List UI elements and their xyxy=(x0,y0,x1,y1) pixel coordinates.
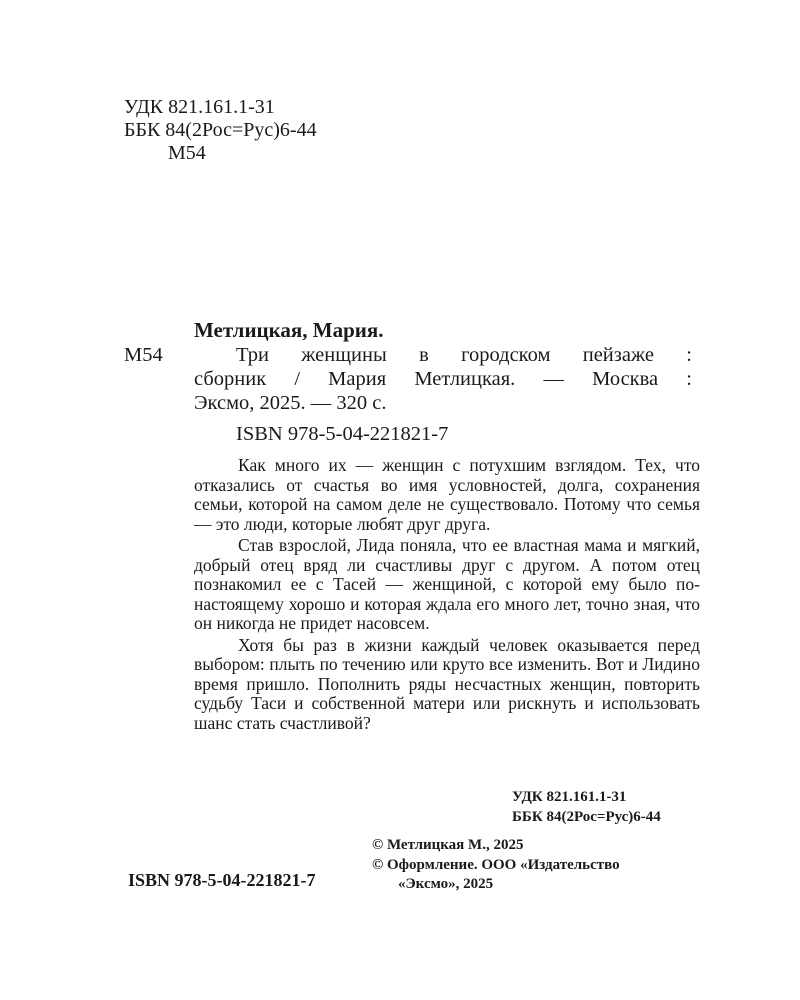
bbk-code: ББК 84(2Рос=Рус)6-44 xyxy=(124,119,317,141)
footer-bbk: ББК 84(2Рос=Рус)6-44 xyxy=(512,809,661,825)
copyright-publisher: «Эксмо», 2025 xyxy=(398,876,494,892)
footer-isbn: ISBN 978-5-04-221821-7 xyxy=(128,870,316,890)
annotation-paragraph: Как много их — женщин с потухшим взглядом. Тех, что отказались от счастья во имя условностей, долга, сохранения семьи, которой на самом деле не существовало. Потому что семья — это люди, которые любят друг друга. xyxy=(194,455,700,534)
annotation-paragraph: Став взрослой, Лида поняла, что ее властная мама и мягкий, добрый отец вряд ли счастливы друг с другом. А потом отец познакомил ее с Тасей — женщиной, с которой ему было по-настоящему хорошо и которая ждала его много лет, точно зная, что он никогда не придет насовсем. xyxy=(194,535,700,633)
record-publisher-line: сборник / Мария Метлицкая. — Москва : xyxy=(194,368,692,390)
record-imprint-line: Эксмо, 2025. — 320 с. xyxy=(194,392,387,414)
author-mark: М54 xyxy=(168,142,206,164)
record-title-line: Три женщины в городском пейзаже : xyxy=(236,344,692,366)
copyright-design: © Оформление. ООО «Издательство xyxy=(372,857,620,873)
record-author-mark: М54 xyxy=(124,344,163,366)
annotation xyxy=(194,456,700,735)
udk-code: УДК 821.161.1-31 xyxy=(124,96,275,118)
annotation-paragraph: Хотя бы раз в жизни каждый человек оказывается перед выбором: плыть по течению или круто все изменить. Вот и Лидино время пришло. Пополнить ряды несчастных женщин, повторить судьбу Таси и собственной матери или рискнуть и использовать шанс стать счастливой? xyxy=(194,634,700,733)
copyright-author: © Метлицкая М., 2025 xyxy=(372,837,524,853)
footer-udk: УДК 821.161.1-31 xyxy=(512,789,627,805)
record-isbn: ISBN 978-5-04-221821-7 xyxy=(236,423,449,445)
author-name: Метлицкая, Мария. xyxy=(194,318,384,342)
